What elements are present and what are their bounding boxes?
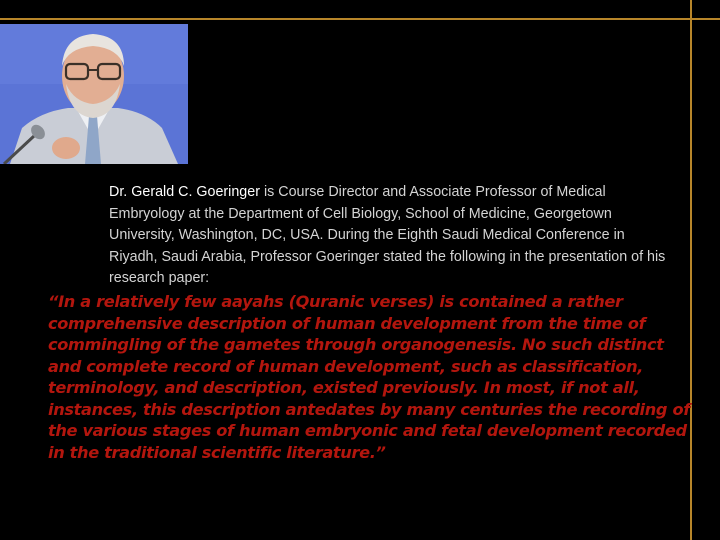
quote-text: “In a relatively few aayahs (Quranic verses) is contained a rather comprehensive description of human development from the time of commingling of the gametes through organogenesis. No such distinct and complete record of human development, such as classification, terminology, and description, existed previously. In most, if not all, instances, this description antedates by many centuries the recording of the various stages of human embryonic and fetal development recorded in the traditional scientific literature.” [48,292,690,462]
speaker-name: Dr. Gerald C. Goeringer [109,184,260,200]
speaker-photo [0,24,188,164]
speaker-bio-text: is Course Director and Associate Professor of Medical Embryology at the Department of Cell Biology, School of Medicine, Georgetown University, Washington, DC, USA. During the Eighth Saudi Medical Conference in Riyadh, Saudi Arabia, Professor Goeringer stated the following in the presentation of his research paper: [109,184,666,287]
top-accent-rule [0,18,720,20]
speaker-bio [109,182,669,290]
